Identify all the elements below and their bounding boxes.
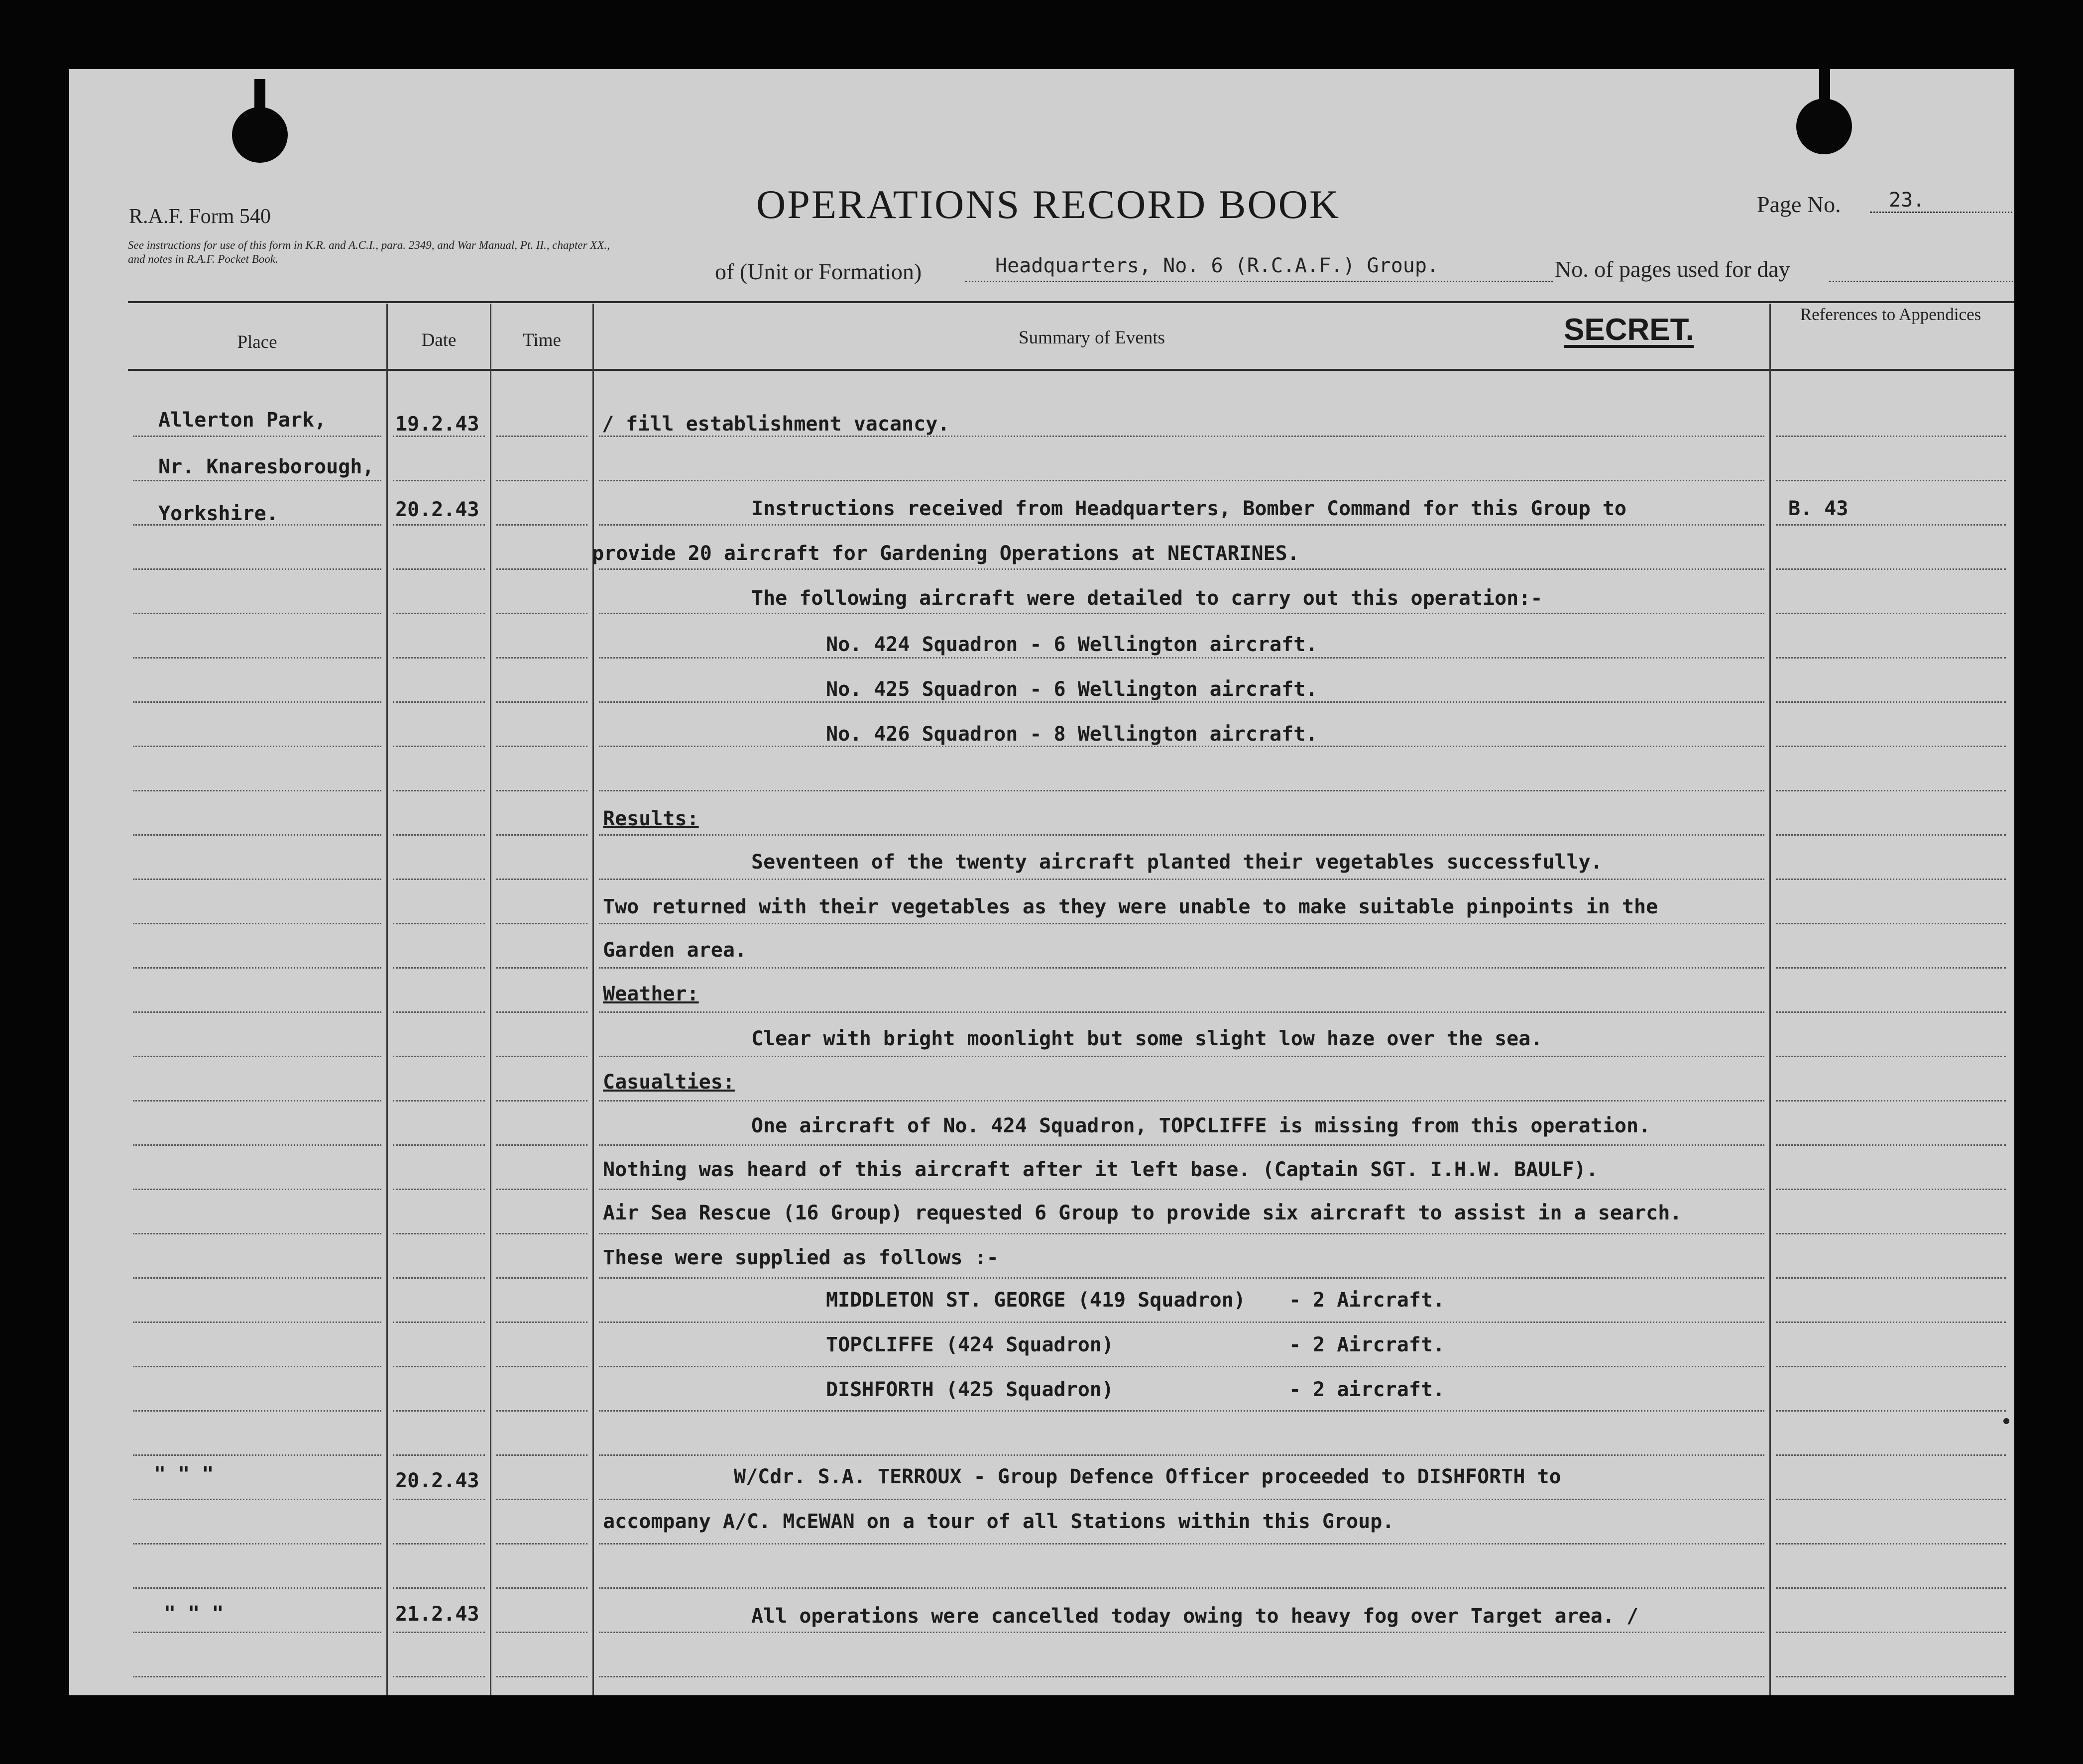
ruled-line	[599, 1454, 1764, 1456]
unit-line	[965, 281, 1553, 282]
ruled-line	[393, 1056, 485, 1057]
ruled-line	[393, 834, 485, 836]
ruled-line	[393, 1011, 485, 1013]
pages-used-line	[1829, 281, 2014, 282]
summary-line: MIDDLETON ST. GEORGE (419 Squadron)	[826, 1289, 1246, 1312]
ruled-line	[1776, 436, 2006, 437]
ruled-line	[393, 1543, 485, 1544]
ruled-line	[393, 1189, 485, 1190]
page-number-line	[1870, 212, 2014, 213]
form-sheet	[69, 69, 2014, 1695]
ruled-line	[599, 1011, 1764, 1013]
ruled-line	[1776, 480, 2006, 481]
ruled-line	[599, 1189, 1764, 1190]
ruled-line	[393, 1277, 485, 1279]
summary-line: These were supplied as follows :-	[603, 1246, 999, 1269]
ruled-line	[393, 1632, 485, 1633]
ruled-line	[1776, 1543, 2006, 1544]
ruled-line	[1776, 834, 2006, 836]
ruled-line	[133, 568, 381, 570]
ruled-line	[133, 1587, 381, 1589]
ruled-line	[133, 923, 381, 924]
ruled-line	[496, 746, 587, 747]
ruled-line	[496, 1322, 587, 1323]
ruled-line	[1776, 1587, 2006, 1589]
ruled-line	[133, 480, 381, 481]
ruled-line	[393, 1587, 485, 1589]
ruled-line	[133, 1499, 381, 1500]
ruled-line	[1776, 1056, 2006, 1057]
ruled-line	[1776, 568, 2006, 570]
date-entry-1: 19.2.43	[395, 413, 479, 436]
summary-line: The following aircraft were detailed to carry out this operation:-	[751, 587, 1543, 610]
ruled-line	[599, 480, 1764, 481]
column-header-place: Place	[237, 332, 277, 352]
summary-line: - 2 Aircraft.	[1289, 1289, 1445, 1312]
ruled-line	[393, 1322, 485, 1323]
ruled-line	[393, 524, 485, 526]
summary-line: Two returned with their vegetables as they were unable to make suitable pinpoints in the	[603, 895, 1658, 918]
ruled-line	[496, 1366, 587, 1367]
ruled-line	[393, 613, 485, 614]
ruled-line	[599, 879, 1764, 880]
ruled-line	[393, 1499, 485, 1500]
ruled-line	[496, 1233, 587, 1234]
ruled-line	[496, 1100, 587, 1102]
ruled-line	[599, 790, 1764, 791]
ruled-line	[1776, 701, 2006, 703]
ruled-line	[393, 1233, 485, 1234]
unit-value: Headquarters, No. 6 (R.C.A.F.) Group.	[995, 254, 1439, 277]
ruled-line	[496, 967, 587, 969]
ruled-line	[133, 1454, 381, 1456]
ruled-line	[496, 834, 587, 836]
ruled-line	[393, 1676, 485, 1677]
appendix-reference: B. 43	[1788, 497, 1849, 520]
ruled-line	[393, 879, 485, 880]
punch-hole-left	[232, 107, 288, 163]
ruled-line	[133, 1410, 381, 1412]
ruled-line	[599, 1410, 1764, 1412]
ruled-line	[1776, 1189, 2006, 1190]
ruled-line	[393, 967, 485, 969]
ruled-line	[1776, 790, 2006, 791]
summary-line: No. 426 Squadron - 8 Wellington aircraft.	[826, 723, 1318, 746]
summary-line: provide 20 aircraft for Gardening Operations at NECTARINES.	[592, 542, 1299, 565]
summary-line: accompany A/C. McEWAN on a tour of all Stations within this Group.	[603, 1510, 1394, 1533]
summary-line: - 2 Aircraft.	[1289, 1333, 1445, 1356]
place-yorkshire: Yorkshire.	[158, 502, 278, 525]
ruled-line	[599, 657, 1764, 659]
ruled-line	[393, 1410, 485, 1412]
summary-line: All operations were cancelled today owing to heavy fog over Target area. /	[751, 1605, 1639, 1628]
ruled-line	[393, 1366, 485, 1367]
ruled-line	[393, 790, 485, 791]
ink-dot	[2003, 1418, 2009, 1424]
ruled-line	[496, 480, 587, 481]
ruled-line	[133, 1056, 381, 1057]
ruled-line	[496, 701, 587, 703]
ruled-line	[599, 1676, 1764, 1677]
ruled-line	[133, 967, 381, 969]
ruled-line	[133, 1322, 381, 1323]
summary-line: Seventeen of the twenty aircraft planted their vegetables successfully.	[751, 851, 1603, 874]
place-allerton-park: Allerton Park,	[158, 409, 327, 432]
column-divider-1	[386, 304, 388, 1695]
ruled-line	[1776, 657, 2006, 659]
ruled-line	[393, 1454, 485, 1456]
ruled-line	[496, 923, 587, 924]
page-number-value: 23.	[1889, 189, 1925, 212]
ruled-line	[496, 568, 587, 570]
ruled-line	[599, 1587, 1764, 1589]
ruled-line	[496, 657, 587, 659]
ruled-line	[496, 1676, 587, 1677]
place-ditto-2: " " "	[164, 1602, 224, 1625]
summary-line: Instructions received from Headquarters, Bomber Command for this Group to	[751, 497, 1626, 520]
ruled-line	[393, 1144, 485, 1146]
column-header-time: Time	[523, 330, 561, 350]
ruled-line	[496, 1144, 587, 1146]
ruled-line	[599, 701, 1764, 703]
casualties-heading: Casualties:	[603, 1071, 735, 1094]
ruled-line	[133, 436, 381, 437]
ruled-line	[393, 480, 485, 481]
ruled-line	[133, 701, 381, 703]
summary-line: TOPCLIFFE (424 Squadron)	[826, 1333, 1114, 1356]
table-header-border	[128, 369, 2014, 371]
ruled-line	[1776, 613, 2006, 614]
summary-line: One aircraft of No. 424 Squadron, TOPCLIFFE is missing from this operation.	[751, 1114, 1651, 1137]
ruled-line	[599, 1277, 1764, 1279]
column-divider-2	[490, 304, 491, 1695]
ruled-line	[1776, 923, 2006, 924]
ruled-line	[496, 1543, 587, 1544]
ruled-line	[1776, 1100, 2006, 1102]
ruled-line	[133, 1144, 381, 1146]
ruled-line	[599, 1100, 1764, 1102]
ruled-line	[599, 1499, 1764, 1500]
form-instructions: See instructions for use of this form in K.R. and A.C.I., para. 2349, and War Manual, Pt. II., chapter XX., and notes in R.A.F. Pocket Book.	[128, 239, 610, 265]
place-ditto-1: " " "	[154, 1463, 214, 1486]
ruled-line	[599, 1632, 1764, 1633]
ruled-line	[133, 1543, 381, 1544]
column-divider-3	[592, 304, 594, 1695]
ruled-line	[599, 1233, 1764, 1234]
date-entry-4: 21.2.43	[395, 1603, 479, 1626]
unit-label: of (Unit or Formation)	[715, 259, 922, 284]
ruled-line	[1776, 1454, 2006, 1456]
summary-line: / fill establishment vacancy.	[602, 413, 950, 436]
ruled-line	[496, 1499, 587, 1500]
summary-line: DISHFORTH (425 Squadron)	[826, 1378, 1114, 1401]
ruled-line	[599, 923, 1764, 924]
ruled-line	[496, 1189, 587, 1190]
ruled-line	[1776, 524, 2006, 526]
column-divider-4	[1769, 304, 1771, 1695]
summary-line: - 2 aircraft.	[1289, 1378, 1445, 1401]
column-header-references: References to Appendices	[1800, 305, 1981, 324]
ruled-line	[599, 524, 1764, 526]
ruled-line	[599, 613, 1764, 614]
results-heading: Results:	[603, 807, 699, 830]
ruled-line	[133, 1233, 381, 1234]
table-top-border	[128, 301, 2014, 303]
summary-line: No. 424 Squadron - 6 Wellington aircraft.	[826, 633, 1318, 656]
ruled-line	[496, 1056, 587, 1057]
page-number-label: Page No.	[1757, 192, 1841, 217]
ruled-line	[496, 1277, 587, 1279]
place-knaresborough: Nr. Knaresborough,	[158, 455, 374, 478]
ruled-line	[496, 613, 587, 614]
ruled-line	[599, 1144, 1764, 1146]
ruled-line	[133, 834, 381, 836]
ruled-line	[496, 1587, 587, 1589]
summary-line: No. 425 Squadron - 6 Wellington aircraft.	[826, 678, 1318, 701]
punch-hole-right	[1796, 99, 1852, 154]
ruled-line	[496, 524, 587, 526]
ruled-line	[1776, 1277, 2006, 1279]
ruled-line	[1776, 1366, 2006, 1367]
ruled-line	[133, 1100, 381, 1102]
pages-used-label: No. of pages used for day	[1555, 256, 1790, 282]
ruled-line	[133, 1011, 381, 1013]
ruled-line	[393, 436, 485, 437]
ruled-line	[1776, 967, 2006, 969]
ruled-line	[599, 1366, 1764, 1367]
ruled-line	[496, 436, 587, 437]
ruled-line	[1776, 1233, 2006, 1234]
ruled-line	[1776, 1011, 2006, 1013]
ruled-line	[133, 1277, 381, 1279]
ruled-line	[393, 568, 485, 570]
column-header-summary: Summary of Events	[1019, 328, 1165, 348]
date-entry-3: 20.2.43	[395, 1469, 479, 1492]
page-title: OPERATIONS RECORD BOOK	[756, 182, 1341, 227]
ruled-line	[599, 1056, 1764, 1057]
ruled-line	[393, 1100, 485, 1102]
date-entry-2: 20.2.43	[395, 498, 479, 521]
ruled-line	[133, 879, 381, 880]
summary-line: W/Cdr. S.A. TERROUX - Group Defence Officer proceeded to DISHFORTH to	[734, 1465, 1561, 1488]
ruled-line	[133, 1676, 381, 1677]
ruled-line	[393, 746, 485, 747]
ruled-line	[133, 1189, 381, 1190]
ruled-line	[599, 1322, 1764, 1323]
ruled-line	[496, 1011, 587, 1013]
ruled-line	[1776, 879, 2006, 880]
ruled-line	[393, 657, 485, 659]
ruled-line	[599, 834, 1764, 836]
ruled-line	[133, 1632, 381, 1633]
ruled-line	[599, 568, 1764, 570]
ruled-line	[133, 1366, 381, 1367]
ruled-line	[1776, 1632, 2006, 1633]
ruled-line	[133, 657, 381, 659]
ruled-line	[599, 746, 1764, 747]
summary-line: Clear with bright moonlight but some slight low haze over the sea.	[751, 1027, 1543, 1050]
ruled-line	[496, 1632, 587, 1633]
ruled-line	[496, 790, 587, 791]
column-header-date: Date	[421, 330, 457, 350]
summary-line: Nothing was heard of this aircraft after it left base. (Captain SGT. I.H.W. BAULF).	[603, 1158, 1598, 1181]
secret-classification: SECRET.	[1564, 313, 1694, 347]
ruled-line	[496, 1454, 587, 1456]
ruled-line	[1776, 1499, 2006, 1500]
ruled-line	[133, 613, 381, 614]
summary-line: Garden area.	[603, 939, 747, 962]
form-number: R.A.F. Form 540	[129, 205, 271, 228]
ruled-line	[393, 701, 485, 703]
ruled-line	[1776, 1322, 2006, 1323]
ruled-line	[1776, 1410, 2006, 1412]
weather-heading: Weather:	[603, 983, 699, 1005]
ruled-line	[496, 1410, 587, 1412]
ruled-line	[1776, 746, 2006, 747]
ruled-line	[599, 436, 1764, 437]
ruled-line	[599, 1543, 1764, 1544]
ruled-line	[1776, 1676, 2006, 1677]
ruled-line	[496, 879, 587, 880]
ruled-line	[1776, 1144, 2006, 1146]
ruled-line	[599, 967, 1764, 969]
ruled-line	[133, 790, 381, 791]
summary-line: Air Sea Rescue (16 Group) requested 6 Group to provide six aircraft to assist in a search.	[603, 1202, 1682, 1224]
ruled-line	[393, 923, 485, 924]
ruled-line	[133, 746, 381, 747]
